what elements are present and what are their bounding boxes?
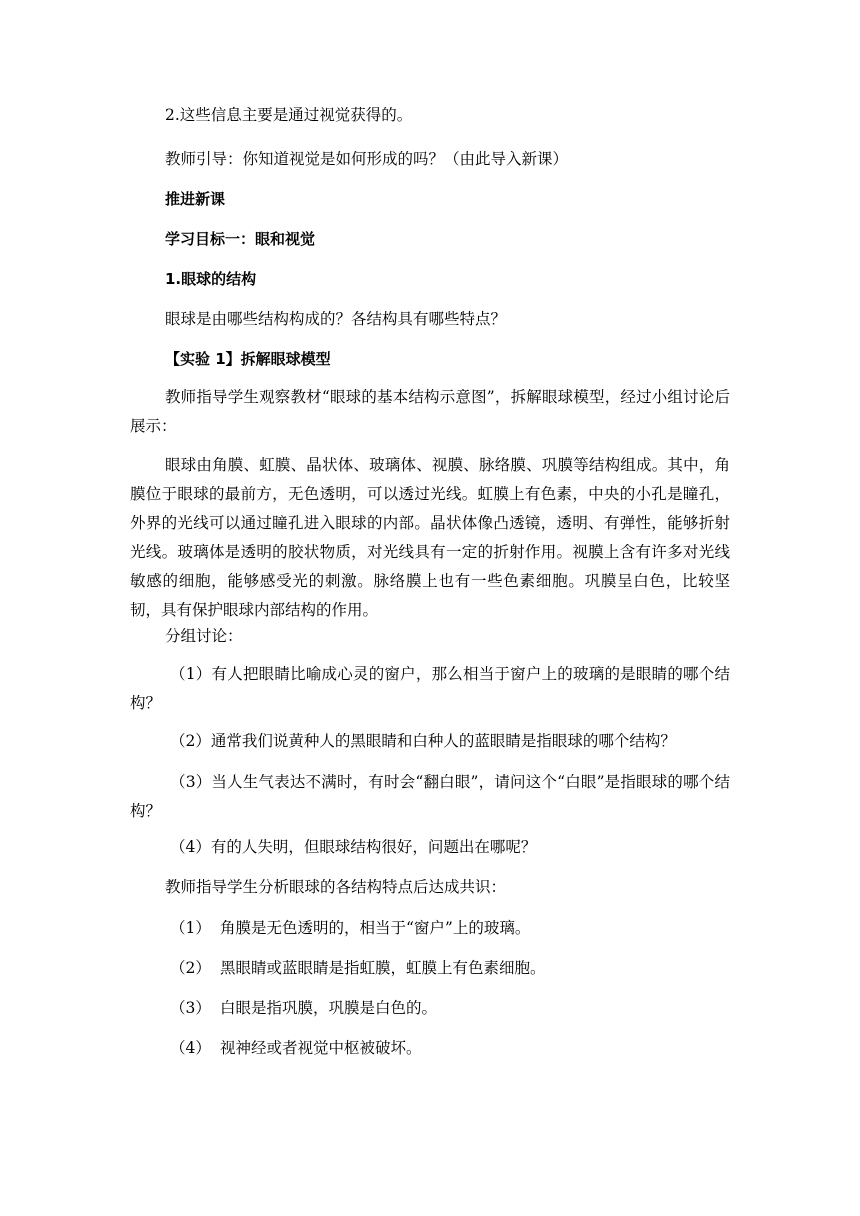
answer-number: （2） bbox=[170, 959, 211, 977]
answer-text: 黑眼睛或蓝眼睛是指虹膜，虹膜上有色素细胞。 bbox=[220, 959, 546, 977]
heading-new-lesson: 推进新课 bbox=[165, 190, 226, 208]
discussion-question-3: （3）当人生气表达不满时，有时会“翻白眼”，请问这个“白眼”是指眼球的哪个结构？ bbox=[130, 773, 730, 820]
answer-text: 视神经或者视觉中枢被破坏。 bbox=[220, 1039, 422, 1057]
answer-item bbox=[170, 997, 437, 1019]
answer-number: （3） bbox=[170, 999, 211, 1017]
answer-item bbox=[170, 957, 546, 979]
answer-item bbox=[170, 917, 530, 939]
paragraph-structure-description: 眼球由角膜、虹膜、晶状体、玻璃体、视膜、脉络膜、巩膜等结构组成。其中，角膜位于眼球的最前方，无色透明，可以透过光线。虹膜上有色素，中央的小孔是瞳孔，外界的光线可以通过瞳孔进入眼球的内部。晶状体像凸透镜，透明、有弹性，能够折射光线。玻璃体是透明的胶状物质，对光线具有一定的折射作用。视膜上含有许多对光线敏感的细胞，能够感受光的刺激。脉络膜上也有一些色素细胞。巩膜呈白色，比较坚韧，具有保护眼球内部结构的作用。 bbox=[130, 456, 730, 619]
heading-experiment: 【实验 1】拆解眼球模型 bbox=[165, 350, 331, 368]
discussion-question-4: （4）有的人失明，但眼球结构很好，问题出在哪呢？ bbox=[170, 838, 537, 856]
discussion-question-1: （1）有人把眼睛比喻成心灵的窗户，那么相当于窗户上的玻璃的是眼睛的哪个结构？ bbox=[130, 665, 730, 712]
answer-number: （1） bbox=[170, 919, 211, 937]
answer-item bbox=[170, 1037, 422, 1059]
answer-text: 白眼是指巩膜，巩膜是白色的。 bbox=[220, 999, 438, 1017]
paragraph-question: 眼球是由哪些结构构成的？各结构具有哪些特点？ bbox=[165, 310, 507, 328]
paragraph-group-discussion-label: 分组讨论： bbox=[165, 627, 243, 645]
paragraph-experiment-intro: 教师指导学生观察教材“眼球的基本结构示意图”，拆解眼球模型，经过小组讨论后展示： bbox=[130, 388, 730, 435]
paragraph-teacher-guide: 教师引导：你知道视觉是如何形成的吗？（由此导入新课） bbox=[165, 150, 569, 168]
paragraph-info-vision: 2.这些信息主要是通过视觉获得的。 bbox=[165, 106, 413, 124]
answer-number: （4） bbox=[170, 1039, 211, 1057]
discussion-question-2: （2）通常我们说黄种人的黑眼睛和白种人的蓝眼睛是指眼球的哪个结构？ bbox=[170, 732, 676, 750]
answer-text: 角膜是无色透明的，相当于“窗户”上的玻璃。 bbox=[220, 919, 531, 937]
paragraph-consensus-intro: 教师指导学生分析眼球的各结构特点后达成共识： bbox=[165, 878, 507, 896]
heading-learning-objective: 学习目标一：眼和视觉 bbox=[165, 230, 316, 248]
heading-eyeball-structure: 1.眼球的结构 bbox=[165, 270, 257, 288]
